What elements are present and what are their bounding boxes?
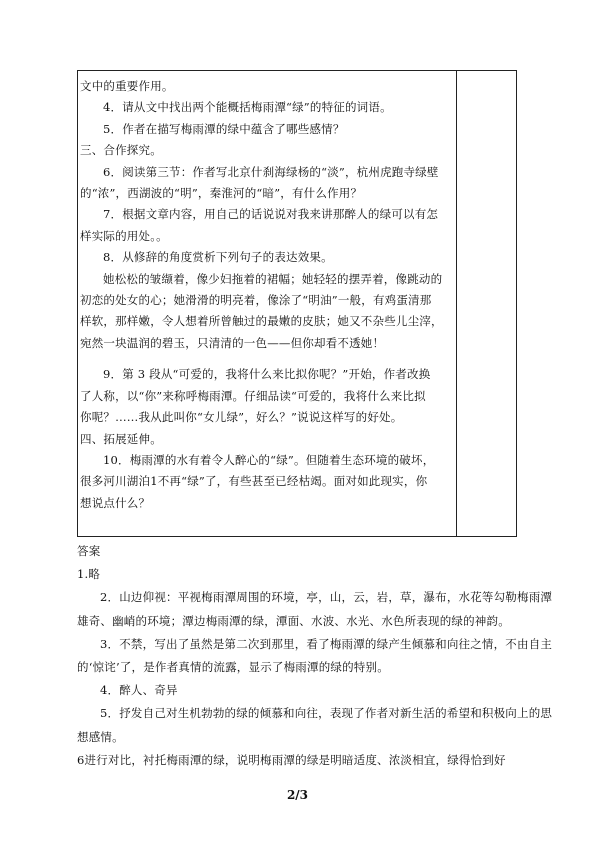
- answer-line: 想感情。: [77, 729, 124, 744]
- question-9: 9．第 3 段从“可爱的，我将什么来比拟你呢？”开始，作者改换: [103, 367, 431, 382]
- table-line: 很多河川湖泊1不再“绿”了，有些甚至已经枯竭。面对如此现实，你: [80, 474, 428, 489]
- answer-3: 3．不禁，写出了虽然是第二次到那里，看了梅雨潭的绿产生倾慕和向往之情，不由自主: [100, 636, 553, 651]
- table-line: 宛然一块温润的碧玉，只清清的一色——但你却看不透她！: [80, 335, 385, 350]
- table-line: 了人称，以“你”来称呼梅雨潭。仔细品读“可爱的，我将什么来比拟: [80, 388, 426, 403]
- answers-section: [77, 540, 553, 772]
- answer-4: 4．醉人、奇异: [100, 683, 178, 698]
- question-6: 6．阅读第三节：作者写北京什刹海绿杨的“淡”，杭州虎跑寺绿壁: [103, 164, 439, 179]
- quoted-passage: 她松松的皱缬着，像少妇拖着的裙幅；她轻轻的摆弄着，像跳动的: [103, 271, 443, 286]
- question-4: 4．请从文中找出两个能概括梅雨潭“绿”的特征的词语。: [103, 100, 392, 115]
- question-cell: [80, 76, 452, 514]
- table-line: 样软，那样嫩，令人想着所曾触过的最嫩的皮肤；她又不杂些儿尘滓，: [80, 314, 443, 329]
- answer-2: 2．山边仰视：平视梅雨潭周围的环境，亭，山，云，岩，草，瀑布，水花等勾勒梅雨潭: [100, 590, 553, 605]
- answer-line: 雄奇、幽峭的环境；潭边梅雨潭的绿，潭面、水波、水光、水色所表现的绿的神韵。: [77, 613, 510, 628]
- section-heading-cooperative-inquiry: 三、合作探究。: [80, 143, 162, 158]
- page-number: 2/3: [286, 788, 309, 802]
- table-line: 的“浓”，西湖波的“明”，秦淮河的“暗”，有什么作用？: [80, 186, 363, 201]
- table-line: 样实际的用处。。: [80, 228, 168, 243]
- question-5: 5．作者在描写梅雨潭的绿中蕴含了哪些感情？: [103, 121, 345, 136]
- question-8: 8．从修辞的角度赏析下列句子的表达效果。: [103, 250, 333, 265]
- answer-6: 6进行对比，衬托梅雨潭的绿，说明梅雨潭的绿是明暗适度、浓淡相宜，绿得恰到好: [77, 752, 506, 767]
- answer-line: 的‘惊诧’了，是作者真情的流露，显示了梅雨潭的绿的特别。: [77, 660, 389, 675]
- question-10: 10．梅雨潭的水有着令人醉心的“绿”。但随着生态环境的破坏，: [103, 452, 435, 467]
- table-line: 初恋的处女的心；她滑滑的明亮着，像涂了“明油”一般，有鸡蛋清那: [80, 293, 432, 308]
- table-column-divider: [456, 70, 457, 537]
- section-heading-extension: 四、拓展延伸。: [80, 431, 162, 446]
- answers-heading: 答案: [77, 544, 101, 558]
- question-7: 7．根据文章内容，用自己的话说说对我来讲那醉人的绿可以有怎: [103, 207, 439, 222]
- table-line: 文中的重要作用。: [80, 79, 174, 93]
- table-line: 你呢？……我从此叫你“女儿绿”，好么？”说说这样写的好处。: [80, 410, 403, 425]
- answer-5: 5．抒发自己对生机勃勃的绿的倾慕和向往，表现了作者对新生活的希望和积极向上的思: [100, 706, 553, 721]
- table-line: 想说点什么？: [80, 495, 151, 510]
- answer-1: 1.略: [77, 567, 101, 582]
